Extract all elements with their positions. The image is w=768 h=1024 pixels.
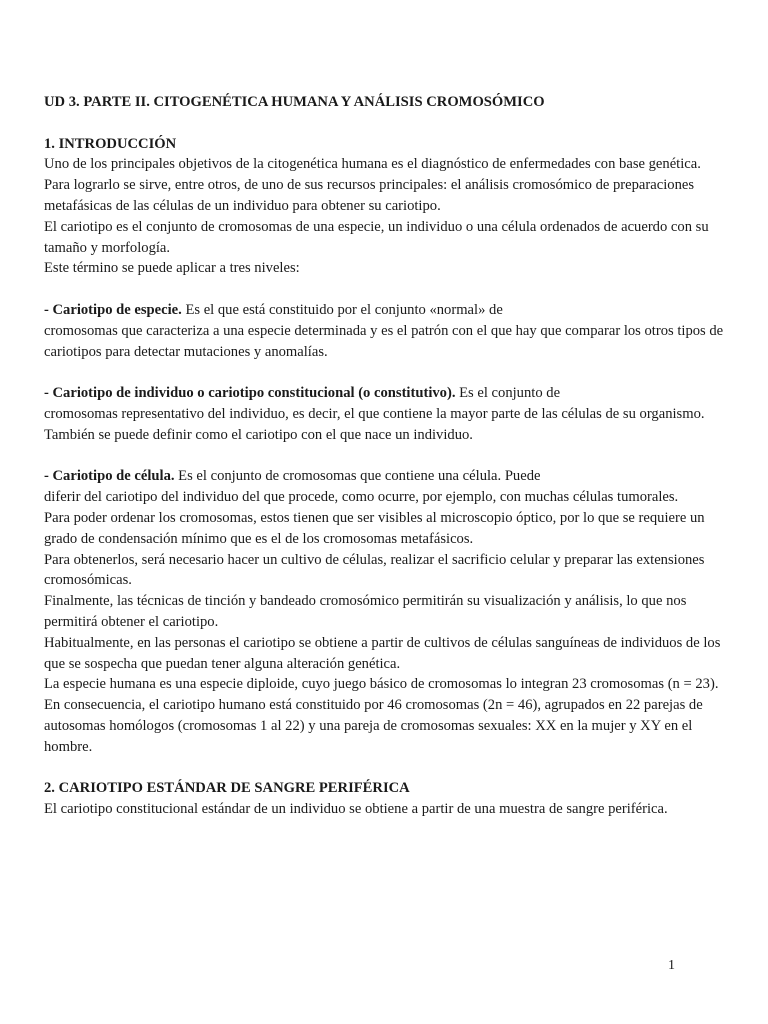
level-individual-term: - Cariotipo de individuo o cariotipo constitucional (o constitutivo).: [44, 385, 456, 402]
level-species-definition-start: Es el que está constituido por el conjunto «normal» de: [181, 301, 503, 318]
level-species-definition: cromosomas que caracteriza a una especie determinada y es el patrón con el que hay que comparar los otros tipos de cariotipos para detectar mutaciones y anomalías.: [44, 322, 724, 360]
intro-paragraph-9: La especie humana es una especie diploide, cuyo juego básico de cromosomas lo integran 23 cromosomas (n = 23).: [44, 676, 719, 693]
section-2-paragraph-1: El cariotipo constitucional estándar de un individuo se obtiene a partir de una muestra de sangre periférica.: [44, 801, 668, 818]
level-cell-definition-start: Es el conjunto de cromosomas que contiene una célula. Puede: [174, 468, 541, 485]
level-cell-definition: diferir del cariotipo del individuo del que procede, como ocurre, por ejemplo, con muchas células tumorales.: [44, 489, 679, 506]
spacer: [44, 362, 734, 383]
level-individual-definition-start: Es el conjunto de: [455, 385, 561, 402]
level-species: [44, 300, 734, 362]
spacer: [44, 113, 734, 134]
spacer: [44, 279, 734, 300]
intro-paragraph-3: El cariotipo es el conjunto de cromosomas de una especie, un individuo o una célula ordenados de acuerdo con su tamaño y morfología.: [44, 218, 709, 256]
intro-paragraph-7: Finalmente, las técnicas de tinción y bandeado cromosómico permitirán su visualización y análisis, lo que nos permitirá obtener el cariotipo.: [44, 593, 687, 630]
intro-paragraph-2: Para lograrlo se sirve, entre otros, de uno de sus recursos principales: el análisis cromosómico de preparaciones metafásicas de las células de un individuo para obtener su cariotipo.: [44, 177, 695, 214]
level-cell-term: - Cariotipo de célula.: [44, 468, 175, 485]
level-individual-definition: cromosomas representativo del individuo, es decir, el que contiene la mayor parte de las células de su organismo. También se puede definir como el cariotipo con el que nace un individuo.: [44, 405, 705, 443]
section-1-heading: 1. INTRODUCCIÓN: [44, 135, 177, 152]
intro-paragraph-5: Para poder ordenar los cromosomas, estos tienen que ser visibles al microscopio óptico, por lo que se requiere un grado de condensación mínimo que es el de los cromosomas metafásicos.: [44, 509, 705, 547]
spacer: [44, 446, 734, 467]
page-number: 1: [668, 958, 675, 973]
level-cell: [44, 466, 734, 508]
level-individual: [44, 383, 734, 445]
level-individual-first-line: [44, 383, 734, 404]
intro-paragraph-10: En consecuencia, el cariotipo humano está constituido por 46 cromosomas (2n = 46), agrupados en 22 parejas de autosomas homólogos (cromosomas 1 al 22) y una pareja de cromosomas sexuales: XX en la mujer y XY en el hombre.: [44, 697, 703, 755]
section-2-heading: 2. CARIOTIPO ESTÁNDAR DE SANGRE PERIFÉRICA: [44, 780, 410, 797]
level-species-first-line: [44, 300, 734, 321]
intro-paragraph-8: Habitualmente, en las personas el cariotipo se obtiene a partir de cultivos de células sanguíneas de individuos de los que se sospecha que puedan tener alguna alteración genética.: [44, 634, 721, 672]
level-species-term: - Cariotipo de especie.: [44, 301, 182, 318]
intro-paragraph-6: Para obtenerlos, será necesario hacer un cultivo de células, realizar el sacrificio celular y preparar las extensiones cromosómicas.: [44, 551, 705, 589]
spacer: [44, 758, 734, 779]
document-title: UD 3. PARTE II. CITOGENÉTICA HUMANA Y ANÁLISIS CROMOSÓMICO: [44, 94, 545, 110]
intro-paragraph-1: Uno de los principales objetivos de la citogenética humana es el diagnóstico de enfermedades con base genética.: [44, 156, 701, 173]
intro-paragraph-4: Este término se puede aplicar a tres niveles:: [44, 260, 300, 277]
level-cell-first-line: [44, 466, 734, 487]
document-page: [44, 92, 734, 820]
